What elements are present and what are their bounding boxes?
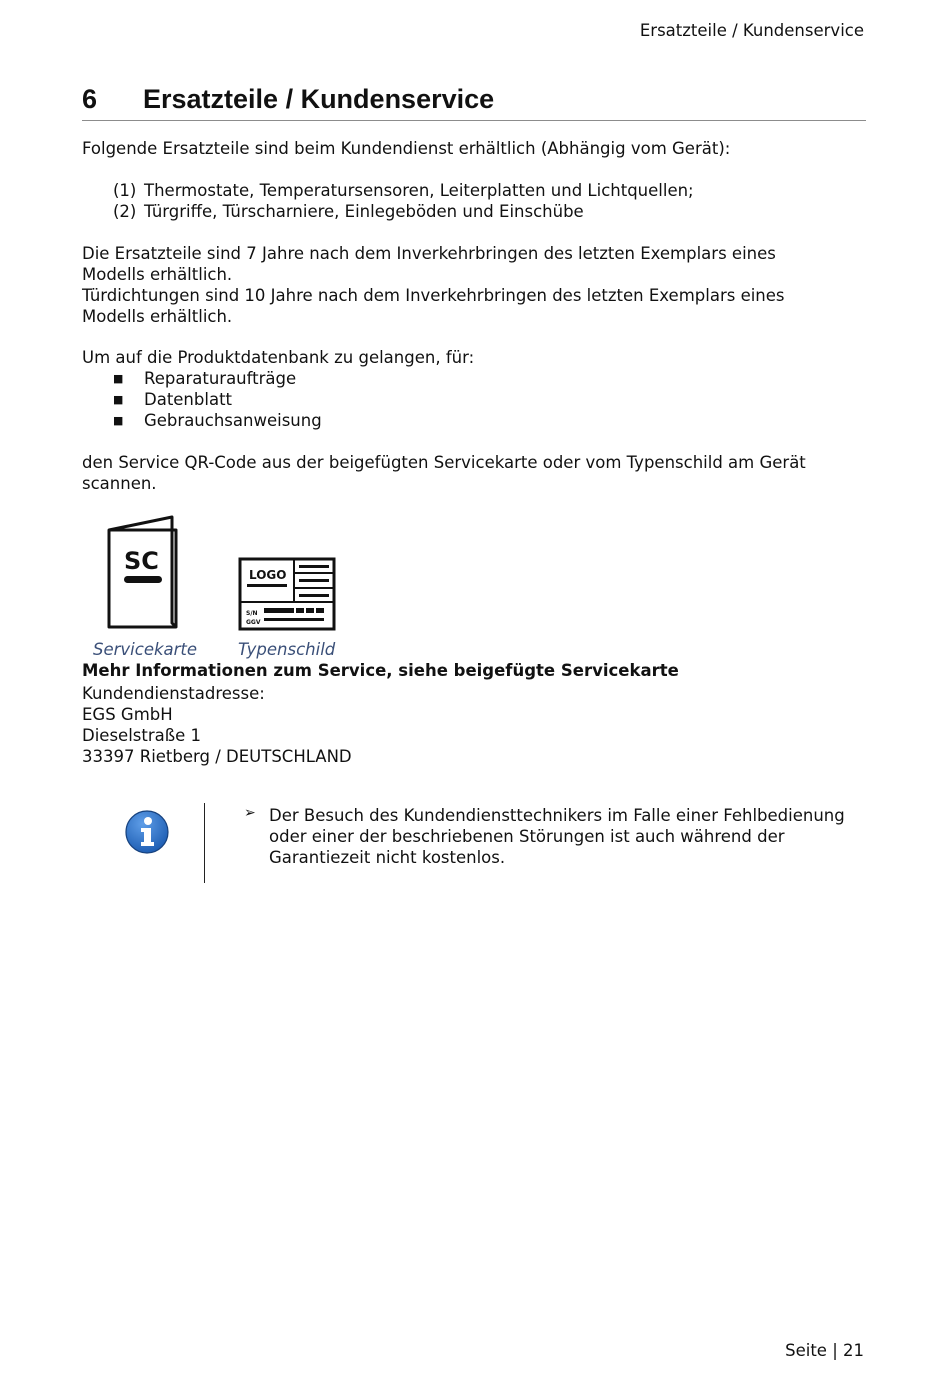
service-address [82, 683, 352, 767]
list-item [113, 180, 694, 201]
bullet-icon: ■ [113, 414, 124, 427]
scan-line: scannen. [82, 474, 157, 493]
list-number: (2) [113, 202, 137, 221]
info-icon [124, 809, 170, 855]
more-info-text: Mehr Informationen zum Service, siehe beigefügte Servicekarte [82, 661, 679, 680]
list-text: Türgriffe, Türscharniere, Einlegeböden und Einschübe [144, 202, 584, 221]
list-text: Datenblatt [144, 390, 233, 409]
bullet-icon: ■ [113, 393, 124, 406]
type-plate-caption: Typenschild [238, 640, 336, 659]
note-divider [204, 803, 205, 883]
service-card-caption: Servicekarte [93, 640, 198, 659]
chapter-title: Ersatzteile / Kundenservice [143, 84, 495, 114]
database-intro: Um auf die Produktdatenbank zu gelangen, für: [82, 348, 475, 367]
address-line: Kundendienstadresse: [82, 684, 265, 703]
list-item [113, 410, 322, 431]
list-item [113, 389, 322, 410]
list-text: Reparaturaufträge [144, 369, 297, 388]
type-plate-sn: S/N [246, 610, 258, 617]
service-note [269, 805, 889, 868]
database-list [113, 368, 322, 431]
intro-text: Folgende Ersatzteile sind beim Kundendienst erhältlich (Abhängig vom Gerät): [82, 139, 731, 158]
list-number: (1) [113, 181, 137, 200]
list-text: Thermostate, Temperatursensoren, Leiterplatten und Lichtquellen; [144, 181, 694, 200]
chapter-number: 6 [82, 84, 98, 114]
service-card-label: SC [124, 547, 159, 575]
running-header: Ersatzteile / Kundenservice [639, 21, 864, 40]
list-item [113, 201, 694, 222]
availability-text [82, 243, 872, 327]
type-plate-ggv: GGV [246, 619, 261, 626]
note-line: oder einer der beschriebenen Störungen ist auch während der [269, 827, 785, 846]
page-number: Seite | 21 [785, 1341, 864, 1360]
chapter-heading [82, 80, 866, 121]
list-text: Gebrauchsanweisung [144, 411, 322, 430]
scan-text [82, 452, 872, 494]
list-item [113, 368, 322, 389]
bullet-icon: ■ [113, 372, 124, 385]
type-plate-logo: LOGO [249, 568, 287, 582]
note-line: Der Besuch des Kundendiensttechnikers im Falle einer Fehlbedienung [269, 806, 845, 825]
note-line: Garantiezeit nicht kostenlos. [269, 848, 506, 867]
availability-line: Modells erhältlich. [82, 307, 233, 326]
address-line: 33397 Rietberg / DEUTSCHLAND [82, 747, 352, 766]
arrow-bullet-icon: ➢ [244, 805, 256, 821]
parts-list [113, 180, 694, 222]
type-plate-icon [238, 557, 338, 633]
availability-line: Modells erhältlich. [82, 265, 233, 284]
availability-line: Türdichtungen sind 10 Jahre nach dem Inverkehrbringen des letzten Exemplars eines [82, 286, 785, 305]
availability-line: Die Ersatzteile sind 7 Jahre nach dem Inverkehrbringen des letzten Exemplars eines [82, 244, 776, 263]
address-line: EGS GmbH [82, 705, 173, 724]
service-card-icon [104, 513, 180, 631]
address-line: Dieselstraße 1 [82, 726, 202, 745]
scan-line: den Service QR-Code aus der beigefügten Servicekarte oder vom Typenschild am Gerät [82, 453, 806, 472]
